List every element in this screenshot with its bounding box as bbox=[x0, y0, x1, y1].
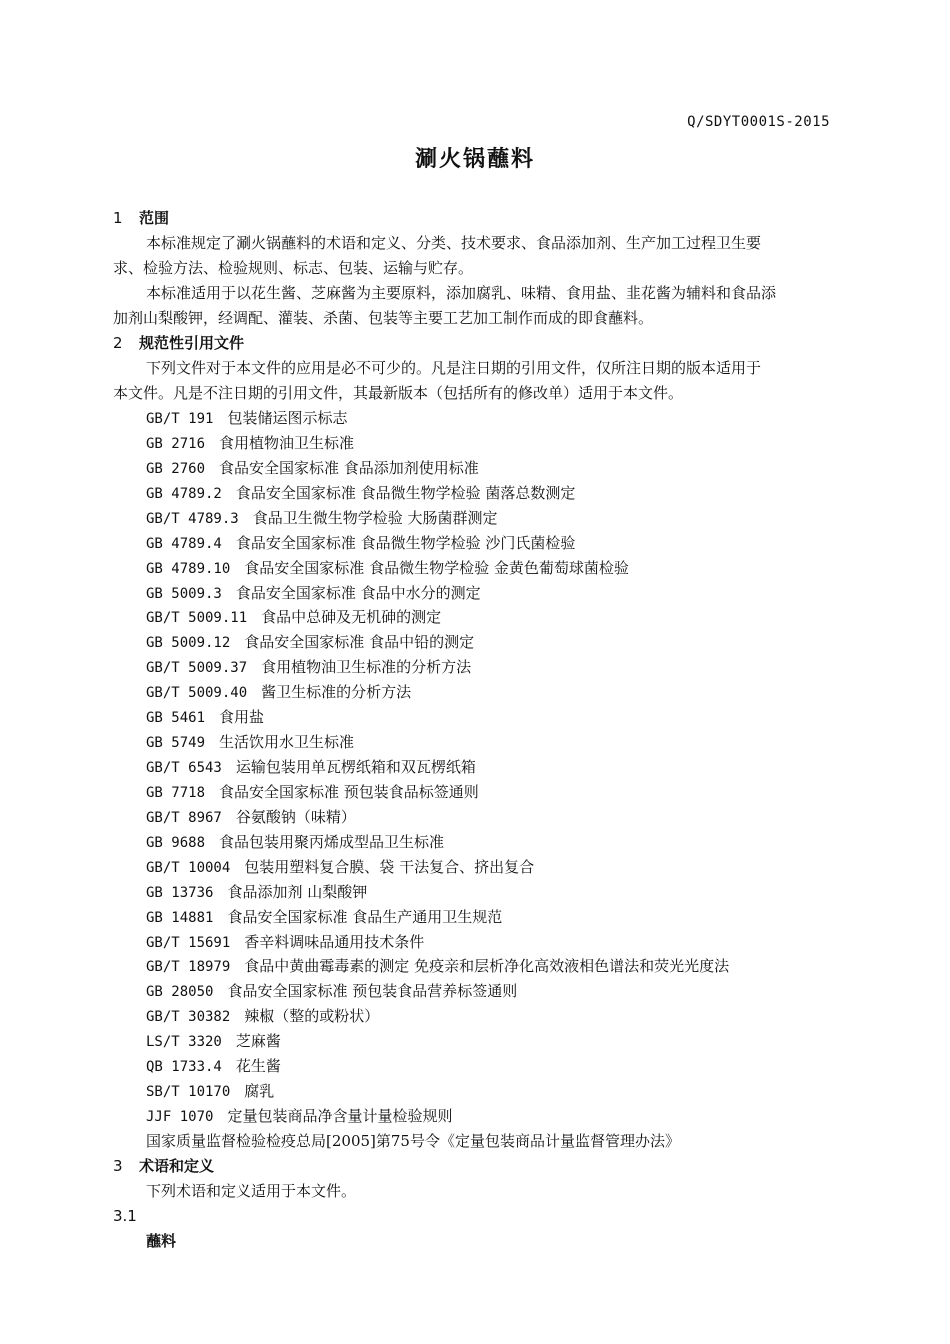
reference-title: 芝麻酱 bbox=[235, 1032, 281, 1050]
reference-title: 食品安全国家标准 食品生产通用卫生规范 bbox=[227, 908, 503, 926]
reference-item bbox=[146, 731, 354, 754]
reference-item bbox=[146, 507, 498, 530]
reference-title: 食品安全国家标准 食品中铅的测定 bbox=[244, 633, 475, 651]
reference-code: GB/T 4789.3 bbox=[146, 511, 239, 527]
reference-code: GB 5461 bbox=[146, 710, 206, 726]
reference-item bbox=[146, 806, 356, 829]
section-2-heading bbox=[113, 332, 244, 354]
reference-item bbox=[146, 881, 367, 904]
reference-item bbox=[146, 906, 502, 929]
reference-item bbox=[146, 631, 474, 654]
reference-item bbox=[146, 407, 347, 430]
reference-code: GB/T 15691 bbox=[146, 935, 231, 951]
section-3-1-number: 3.1 bbox=[113, 1207, 137, 1225]
reference-title: 谷氨酸钠（味精） bbox=[235, 808, 356, 826]
section-1-para2-line2: 加剂山梨酸钾，经调配、灌装、杀菌、包装等主要工艺加工制作而成的即食蘸料。 bbox=[113, 309, 654, 327]
reference-item bbox=[146, 557, 629, 580]
reference-title: 定量包装商品净含量计量检验规则 bbox=[227, 1107, 453, 1125]
reference-code: GB/T 18979 bbox=[146, 959, 231, 975]
reference-code: GB 2716 bbox=[146, 436, 206, 452]
reference-item bbox=[146, 532, 575, 555]
reference-title: 食品中总砷及无机砷的测定 bbox=[261, 608, 442, 626]
reference-code: GB/T 6543 bbox=[146, 760, 222, 776]
reference-code: GB 14881 bbox=[146, 910, 214, 926]
reference-code: GB 4789.4 bbox=[146, 536, 222, 552]
reference-code: GB/T 30382 bbox=[146, 1009, 231, 1025]
reference-item bbox=[146, 706, 264, 729]
reference-item bbox=[146, 582, 481, 605]
section-3-title: 术语和定义 bbox=[139, 1157, 215, 1175]
section-1-number: 1 bbox=[113, 209, 123, 227]
reference-title: 食品安全国家标准 食品添加剂使用标准 bbox=[219, 459, 479, 477]
reference-title: 香辛料调味品通用技术条件 bbox=[244, 933, 425, 951]
section-2-para-line1: 下列文件对于本文件的应用是必不可少的。凡是注日期的引用文件，仅所注日期的版本适用于 bbox=[146, 359, 762, 377]
reference-item bbox=[146, 681, 411, 704]
document-code: Q/SDYT0001S-2015 bbox=[687, 114, 830, 130]
section-1-title: 范围 bbox=[139, 209, 170, 227]
reference-item bbox=[146, 931, 424, 954]
reference-code: GB/T 5009.40 bbox=[146, 685, 248, 701]
reference-item bbox=[146, 1055, 281, 1078]
reference-item bbox=[146, 457, 479, 480]
reference-code: GB 2760 bbox=[146, 461, 206, 477]
reference-code: LS/T 3320 bbox=[146, 1034, 222, 1050]
reference-title: 食品中黄曲霉毒素的测定 免疫亲和层析净化高效液相色谱法和荧光光度法 bbox=[244, 957, 730, 975]
reference-code: GB 5009.12 bbox=[146, 635, 231, 651]
reference-code: GB 5009.3 bbox=[146, 586, 222, 602]
reference-title: 食品安全国家标准 食品微生物学检验 金黄色葡萄球菌检验 bbox=[244, 559, 629, 577]
reference-item bbox=[146, 831, 444, 854]
reference-title: 食用盐 bbox=[219, 708, 265, 726]
reference-item bbox=[146, 955, 729, 978]
reference-item bbox=[146, 980, 517, 1003]
reference-code: GB/T 10004 bbox=[146, 860, 231, 876]
section-1-para1-line1: 本标准规定了涮火锅蘸料的术语和定义、分类、技术要求、食品添加剂、生产加工过程卫生要 bbox=[146, 234, 762, 252]
section-1-para2-line1: 本标准适用于以花生酱、芝麻酱为主要原料，添加腐乳、味精、食用盐、韭花酱为辅料和食品添 bbox=[146, 284, 777, 302]
reference-decree: 国家质量监督检验检疫总局[2005]第75号令《定量包装商品计量监督管理办法》 bbox=[146, 1132, 680, 1150]
reference-code: GB 7718 bbox=[146, 785, 206, 801]
reference-code: GB/T 5009.11 bbox=[146, 610, 248, 626]
reference-title: 食品安全国家标准 食品微生物学检验 沙门氏菌检验 bbox=[235, 534, 576, 552]
reference-title: 辣椒（整的或粉状） bbox=[244, 1007, 380, 1025]
reference-title: 食品卫生微生物学检验 大肠菌群测定 bbox=[252, 509, 498, 527]
reference-title: 运输包装用单瓦楞纸箱和双瓦楞纸箱 bbox=[235, 758, 476, 776]
reference-title: 包装用塑料复合膜、袋 干法复合、挤出复合 bbox=[244, 858, 535, 876]
reference-code: JJF 1070 bbox=[146, 1109, 214, 1125]
reference-code: GB 28050 bbox=[146, 984, 214, 1000]
reference-title: 食品安全国家标准 食品微生物学检验 菌落总数测定 bbox=[235, 484, 576, 502]
reference-code: SB/T 10170 bbox=[146, 1084, 231, 1100]
reference-item bbox=[146, 1030, 281, 1053]
reference-title: 腐乳 bbox=[244, 1082, 275, 1100]
term-3-1: 蘸料 bbox=[146, 1232, 177, 1250]
reference-item bbox=[146, 606, 441, 629]
reference-item bbox=[146, 656, 471, 679]
section-2-number: 2 bbox=[113, 334, 123, 352]
reference-title: 花生酱 bbox=[235, 1057, 281, 1075]
reference-title: 食品安全国家标准 预包装食品营养标签通则 bbox=[227, 982, 518, 1000]
reference-title: 生活饮用水卫生标准 bbox=[219, 733, 355, 751]
reference-code: GB 4789.2 bbox=[146, 486, 222, 502]
reference-title: 食品包装用聚丙烯成型品卫生标准 bbox=[219, 833, 445, 851]
reference-item bbox=[146, 1005, 379, 1028]
reference-item bbox=[146, 756, 476, 779]
reference-item bbox=[146, 482, 575, 505]
reference-title: 食用植物油卫生标准的分析方法 bbox=[261, 658, 472, 676]
section-1-heading bbox=[113, 207, 169, 229]
reference-code: GB/T 8967 bbox=[146, 810, 222, 826]
document-title: 涮火锅蘸料 bbox=[414, 147, 535, 172]
reference-item bbox=[146, 781, 479, 804]
reference-code: GB/T 5009.37 bbox=[146, 660, 248, 676]
reference-title: 食品安全国家标准 预包装食品标签通则 bbox=[219, 783, 479, 801]
reference-code: GB 5749 bbox=[146, 735, 206, 751]
section-2-para-line2: 本文件。凡是不注日期的引用文件，其最新版本（包括所有的修改单）适用于本文件。 bbox=[113, 384, 684, 402]
reference-title: 食品添加剂 山梨酸钾 bbox=[227, 883, 368, 901]
reference-item bbox=[146, 432, 354, 455]
reference-item bbox=[146, 1105, 452, 1128]
reference-code: GB/T 191 bbox=[146, 411, 214, 427]
reference-code: GB 4789.10 bbox=[146, 561, 231, 577]
reference-code: GB 9688 bbox=[146, 835, 206, 851]
reference-title: 食品安全国家标准 食品中水分的测定 bbox=[235, 584, 481, 602]
reference-code: GB 13736 bbox=[146, 885, 214, 901]
section-3-number: 3 bbox=[113, 1157, 123, 1175]
reference-code: QB 1733.4 bbox=[146, 1059, 222, 1075]
section-3-intro: 下列术语和定义适用于本文件。 bbox=[146, 1182, 357, 1200]
reference-title: 食用植物油卫生标准 bbox=[219, 434, 355, 452]
reference-title: 酱卫生标准的分析方法 bbox=[261, 683, 412, 701]
reference-title: 包装储运图示标志 bbox=[227, 409, 348, 427]
section-1-para1-line2: 求、检验方法、检验规则、标志、包装、运输与贮存。 bbox=[113, 259, 474, 277]
section-3-heading bbox=[113, 1155, 214, 1177]
reference-item bbox=[146, 856, 534, 879]
reference-item bbox=[146, 1080, 274, 1103]
section-2-title: 规范性引用文件 bbox=[139, 334, 245, 352]
